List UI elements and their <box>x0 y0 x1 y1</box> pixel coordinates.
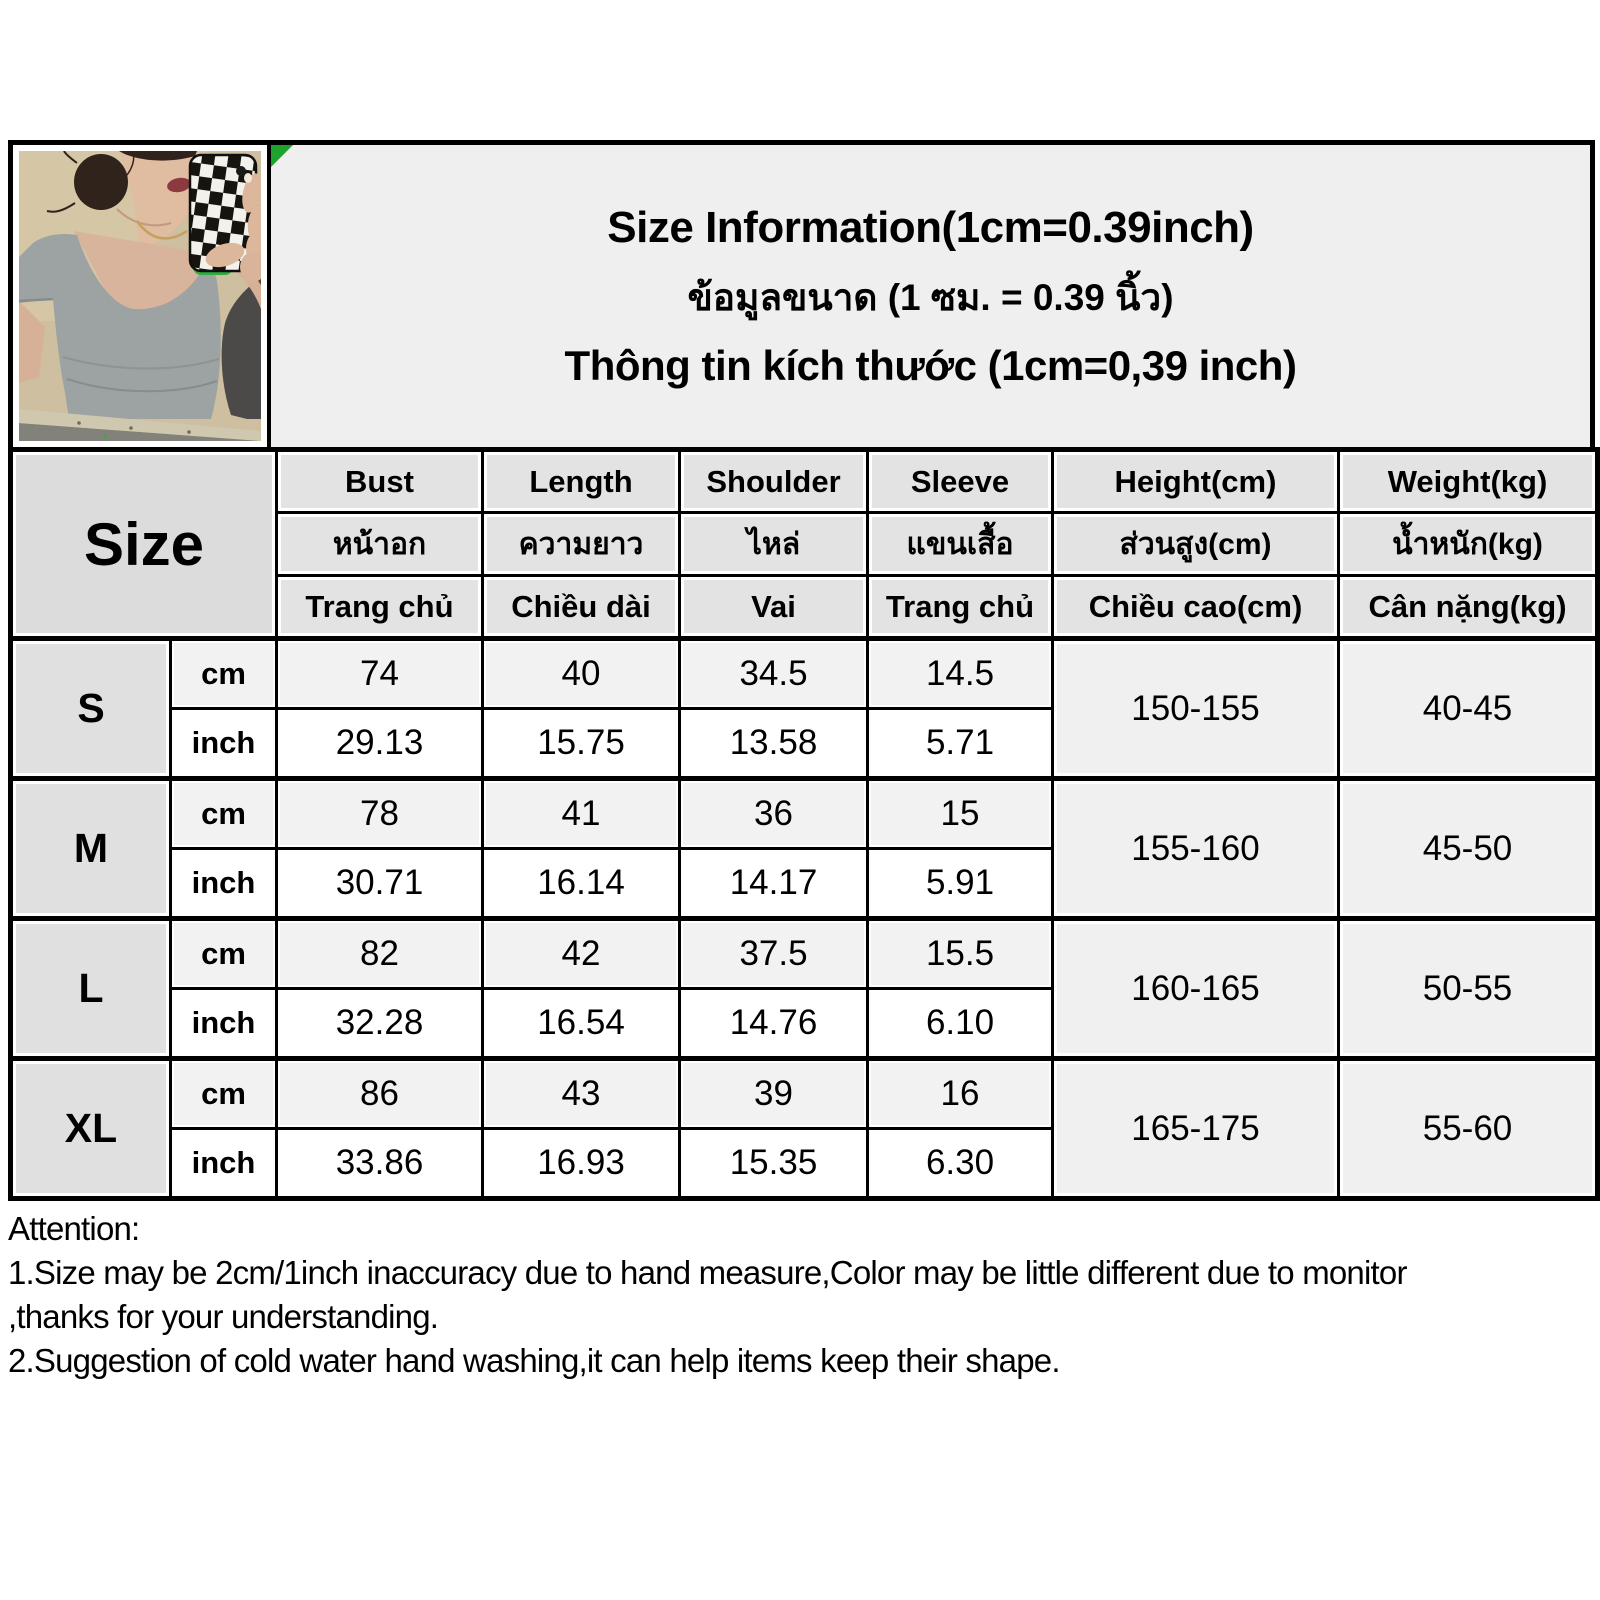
col-header-weight-vi: Cân nặng(kg) <box>1339 576 1598 639</box>
size-label-l: L <box>11 919 171 1059</box>
green-corner-triangle-icon <box>271 145 293 167</box>
top-band <box>8 140 1595 447</box>
header-row-english <box>11 450 1598 513</box>
unit-label-cm: cm <box>171 1059 277 1129</box>
shoulder-inch-value: 14.17 <box>680 849 868 919</box>
shoulder-cm-value: 37.5 <box>680 919 868 989</box>
col-header-shoulder-en: Shoulder <box>680 450 868 513</box>
size-label-xl: XL <box>11 1059 171 1199</box>
length-inch-value: 16.14 <box>483 849 680 919</box>
col-header-bust-en: Bust <box>277 450 483 513</box>
unit-label-cm: cm <box>171 779 277 849</box>
col-header-height-th: ส่วนสูง(cm) <box>1053 513 1339 576</box>
length-cm-value: 42 <box>483 919 680 989</box>
sleeve-inch-value: 5.71 <box>868 709 1053 779</box>
length-inch-value: 16.93 <box>483 1129 680 1199</box>
sleeve-cm-value: 16 <box>868 1059 1053 1129</box>
row-size-m-cm <box>11 779 1598 849</box>
col-header-shoulder-th: ไหล่ <box>680 513 868 576</box>
weight-range-m: 45-50 <box>1339 779 1598 919</box>
height-range-s: 150-155 <box>1053 639 1339 779</box>
length-cm-value: 40 <box>483 639 680 709</box>
size-table <box>8 447 1600 1201</box>
sheet-frame <box>8 140 1595 1383</box>
col-header-length-vi: Chiều dài <box>483 576 680 639</box>
size-label-m: M <box>11 779 171 919</box>
size-corner-header: Size <box>11 450 277 639</box>
shoulder-cm-value: 36 <box>680 779 868 849</box>
size-label-s: S <box>11 639 171 779</box>
sleeve-inch-value: 6.30 <box>868 1129 1053 1199</box>
col-header-weight-en: Weight(kg) <box>1339 450 1598 513</box>
attention-notes <box>8 1207 1595 1383</box>
attention-line-1: 1.Size may be 2cm/1inch inaccuracy due to hand measure,Color may be little different due to monitor <box>8 1254 1407 1291</box>
shoulder-cm-value: 39 <box>680 1059 868 1129</box>
row-size-s-cm <box>11 639 1598 709</box>
bust-inch-value: 30.71 <box>277 849 483 919</box>
weight-range-s: 40-45 <box>1339 639 1598 779</box>
sleeve-inch-value: 6.10 <box>868 989 1053 1059</box>
bust-cm-value: 78 <box>277 779 483 849</box>
sleeve-inch-value: 5.91 <box>868 849 1053 919</box>
shoulder-inch-value: 14.76 <box>680 989 868 1059</box>
attention-heading: Attention: <box>8 1210 140 1247</box>
unit-label-inch: inch <box>171 1129 277 1199</box>
length-inch-value: 15.75 <box>483 709 680 779</box>
col-header-sleeve-en: Sleeve <box>868 450 1053 513</box>
bust-inch-value: 29.13 <box>277 709 483 779</box>
product-photo <box>19 151 261 441</box>
col-header-weight-th: น้ำหนัก(kg) <box>1339 513 1598 576</box>
height-range-m: 155-160 <box>1053 779 1339 919</box>
title-vietnamese: Thông tin kích thước (1cm=0,39 inch) <box>564 341 1297 389</box>
bust-inch-value: 32.28 <box>277 989 483 1059</box>
col-header-bust-th: หน้าอก <box>277 513 483 576</box>
sleeve-cm-value: 15 <box>868 779 1053 849</box>
unit-label-cm: cm <box>171 639 277 709</box>
shoulder-inch-value: 13.58 <box>680 709 868 779</box>
shoulder-cm-value: 34.5 <box>680 639 868 709</box>
length-cm-value: 43 <box>483 1059 680 1129</box>
unit-label-cm: cm <box>171 919 277 989</box>
col-header-height-en: Height(cm) <box>1053 450 1339 513</box>
length-cm-value: 41 <box>483 779 680 849</box>
bust-cm-value: 82 <box>277 919 483 989</box>
attention-line-3: 2.Suggestion of cold water hand washing,it can help items keep their shape. <box>8 1342 1060 1379</box>
bust-cm-value: 86 <box>277 1059 483 1129</box>
row-size-l-cm <box>11 919 1598 989</box>
height-range-l: 160-165 <box>1053 919 1339 1059</box>
col-header-length-en: Length <box>483 450 680 513</box>
title-box <box>271 145 1590 447</box>
col-header-height-vi: Chiều cao(cm) <box>1053 576 1339 639</box>
unit-label-inch: inch <box>171 989 277 1059</box>
attention-line-2: ,thanks for your understanding. <box>8 1298 439 1335</box>
title-thai: ข้อมูลขนาด (1 ซม. = 0.39 นิ้ว) <box>687 276 1174 318</box>
col-header-bust-vi: Trang chủ <box>277 576 483 639</box>
col-header-shoulder-vi: Vai <box>680 576 868 639</box>
title-english: Size Information(1cm=0.39inch) <box>607 202 1254 252</box>
bust-cm-value: 74 <box>277 639 483 709</box>
weight-range-xl: 55-60 <box>1339 1059 1598 1199</box>
product-photo-cell <box>13 145 271 447</box>
weight-range-l: 50-55 <box>1339 919 1598 1059</box>
shoulder-inch-value: 15.35 <box>680 1129 868 1199</box>
bust-inch-value: 33.86 <box>277 1129 483 1199</box>
row-size-xl-cm <box>11 1059 1598 1129</box>
col-header-length-th: ความยาว <box>483 513 680 576</box>
length-inch-value: 16.54 <box>483 989 680 1059</box>
col-header-sleeve-th: แขนเสื้อ <box>868 513 1053 576</box>
sleeve-cm-value: 14.5 <box>868 639 1053 709</box>
unit-label-inch: inch <box>171 849 277 919</box>
height-range-xl: 165-175 <box>1053 1059 1339 1199</box>
col-header-sleeve-vi: Trang chủ <box>868 576 1053 639</box>
sleeve-cm-value: 15.5 <box>868 919 1053 989</box>
unit-label-inch: inch <box>171 709 277 779</box>
